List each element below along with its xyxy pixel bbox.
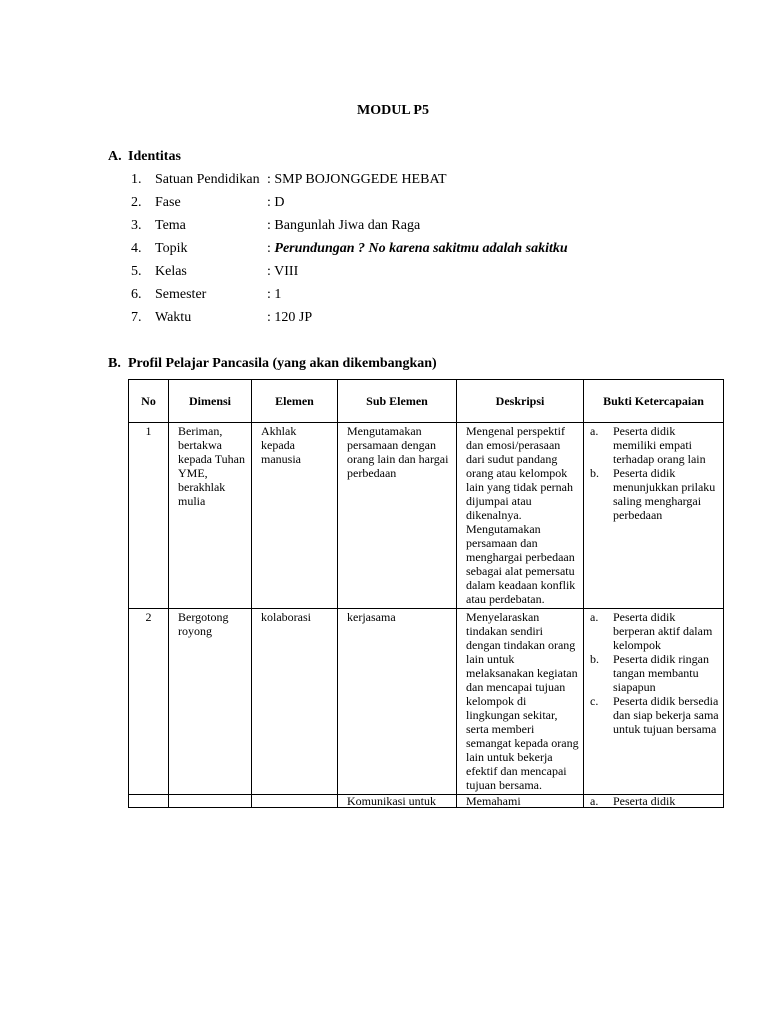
identity-label: Waktu bbox=[155, 310, 192, 325]
header-bukti: Bukti Ketercapaian bbox=[584, 380, 724, 423]
document-title: MODUL P5 bbox=[357, 103, 429, 118]
list-text: Peserta didik bersedia dan siap bekerja sama untuk tujuan bersama bbox=[613, 694, 719, 736]
identity-label: Topik bbox=[155, 241, 188, 256]
identity-label: Satuan Pendidikan bbox=[155, 172, 260, 187]
list-marker: a. bbox=[590, 794, 599, 808]
list-item bbox=[590, 610, 719, 652]
list-marker: a. bbox=[590, 610, 599, 624]
bukti-list bbox=[590, 424, 719, 522]
identity-number: 3. bbox=[131, 218, 142, 233]
list-item bbox=[590, 424, 719, 466]
identity-label: Tema bbox=[155, 218, 186, 233]
header-no: No bbox=[129, 380, 169, 423]
list-text: Peserta didik berperan aktif dalam kelompok bbox=[613, 610, 713, 652]
list-item bbox=[590, 466, 719, 522]
identity-label: Fase bbox=[155, 195, 181, 210]
cell-elemen bbox=[252, 795, 338, 808]
cell-deskripsi: Mengenal perspektif dan emosi/perasaan dari sudut pandang orang atau kelompok lain yang tidak pernah dijumpai atau dikenalnya. Mengutamakan persamaan dan menghargai perbedaan sebagai alat pemersatu dalam keadaan konflik atau perdebatan. bbox=[457, 423, 584, 609]
cell-elemen: kolaborasi bbox=[252, 609, 338, 795]
bukti-list bbox=[590, 610, 719, 736]
table-row bbox=[129, 423, 724, 609]
cell-deskripsi: Memahami bbox=[457, 795, 584, 808]
bukti-list bbox=[590, 794, 719, 808]
section-a-title: Identitas bbox=[128, 149, 181, 164]
section-a-letter: A. bbox=[108, 149, 122, 164]
cell-no: 1 bbox=[129, 423, 169, 609]
identity-number: 2. bbox=[131, 195, 142, 210]
cell-no: 2 bbox=[129, 609, 169, 795]
identity-colon: : bbox=[267, 241, 275, 256]
cell-bukti bbox=[584, 423, 724, 609]
cell-dimensi bbox=[169, 795, 252, 808]
identity-number: 6. bbox=[131, 287, 142, 302]
identity-label: Semester bbox=[155, 287, 207, 302]
table-header-row bbox=[129, 380, 724, 423]
list-item bbox=[590, 652, 719, 694]
identity-value: : VIII bbox=[267, 264, 299, 279]
list-marker: b. bbox=[590, 466, 599, 480]
cell-sub-elemen: kerjasama bbox=[338, 609, 457, 795]
list-text: Peserta didik menunjukkan prilaku saling menghargai perbedaan bbox=[613, 466, 716, 522]
header-elemen: Elemen bbox=[252, 380, 338, 423]
table-row bbox=[129, 795, 724, 808]
list-text: Peserta didik ringan tangan membantu siapapun bbox=[613, 652, 709, 694]
identity-value: : Bangunlah Jiwa dan Raga bbox=[267, 218, 421, 233]
list-marker: b. bbox=[590, 652, 599, 666]
identity-value: : SMP BOJONGGEDE HEBAT bbox=[267, 172, 447, 187]
profil-table bbox=[128, 379, 724, 808]
section-a-heading bbox=[108, 149, 181, 165]
cell-dimensi: Beriman, bertakwa kepada Tuhan YME, berakhlak mulia bbox=[169, 423, 252, 609]
identity-value bbox=[267, 240, 568, 258]
list-text: Peserta didik memiliki empati terhadap orang lain bbox=[613, 424, 706, 466]
section-b-title: Profil Pelajar Pancasila (yang akan dikembangkan) bbox=[128, 356, 437, 371]
cell-bukti bbox=[584, 609, 724, 795]
identity-number: 7. bbox=[131, 310, 142, 325]
list-text: Peserta didik bbox=[613, 794, 676, 808]
cell-bukti bbox=[584, 795, 724, 808]
identity-number: 5. bbox=[131, 264, 142, 279]
identity-value: : 120 JP bbox=[267, 310, 313, 325]
list-item bbox=[590, 794, 719, 808]
cell-elemen: Akhlak kepada manusia bbox=[252, 423, 338, 609]
identity-label: Kelas bbox=[155, 264, 187, 279]
identity-value: : D bbox=[267, 195, 285, 210]
list-item bbox=[590, 694, 719, 736]
identity-number: 4. bbox=[131, 241, 142, 256]
cell-sub-elemen: Mengutamakan persamaan dengan orang lain dan hargai perbedaan bbox=[338, 423, 457, 609]
cell-no bbox=[129, 795, 169, 808]
list-marker: c. bbox=[590, 694, 599, 708]
header-deskripsi: Deskripsi bbox=[457, 380, 584, 423]
section-b-letter: B. bbox=[108, 356, 121, 371]
header-sub-elemen: Sub Elemen bbox=[338, 380, 457, 423]
cell-sub-elemen: Komunikasi untuk bbox=[338, 795, 457, 808]
table-row bbox=[129, 609, 724, 795]
header-dimensi: Dimensi bbox=[169, 380, 252, 423]
section-b-heading bbox=[108, 356, 437, 372]
identity-number: 1. bbox=[131, 172, 142, 187]
cell-deskripsi: Menyelaraskan tindakan sendiri dengan tindakan orang lain untuk melaksanakan kegiatan dan mencapai tujuan kelompok di lingkungan sekitar, serta memberi semangat kepada orang lain untuk bekerja efektif dan mencapai tujuan bersama. bbox=[457, 609, 584, 795]
list-marker: a. bbox=[590, 424, 599, 438]
cell-dimensi: Bergotong royong bbox=[169, 609, 252, 795]
topic-value: Perundungan ? No karena sakitmu adalah sakitku bbox=[274, 241, 568, 256]
identity-value: : 1 bbox=[267, 287, 282, 302]
